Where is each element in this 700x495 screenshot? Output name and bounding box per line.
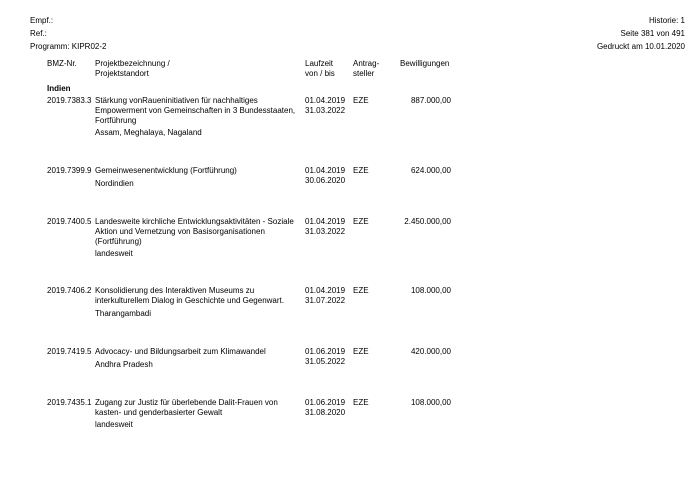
- project-location: Nordindien: [95, 179, 134, 188]
- project-amount: 887.000,00: [410, 96, 451, 105]
- column-header-duration-line2: von / bis: [305, 69, 335, 78]
- country-section-heading: Indien: [47, 84, 71, 93]
- project-applicant: EZE: [353, 96, 369, 105]
- project-amount: 2.450.000,00: [404, 217, 451, 226]
- project-title: Zugang zur Justiz für überlebende Dalit-Frauen von kasten- und genderbasierter Gewalt: [95, 398, 278, 417]
- project-start-date: 01.04.2019: [305, 217, 346, 226]
- reference-label: Ref.:: [30, 29, 47, 38]
- project-applicant: EZE: [353, 347, 369, 356]
- project-end-date: 31.07.2022: [305, 296, 346, 305]
- column-header-duration-line1: Laufzeit: [305, 59, 334, 68]
- column-header-bmz-nr: BMZ-Nr.: [47, 59, 77, 68]
- project-end-date: 31.05.2022: [305, 357, 346, 366]
- project-amount: 108.000,00: [410, 398, 451, 407]
- column-header-applicant-line2: steller: [353, 69, 375, 78]
- project-applicant: EZE: [353, 166, 369, 175]
- project-end-date: 31.03.2022: [305, 227, 346, 236]
- project-number: 2019.7383.3: [47, 96, 92, 105]
- project-title: Stärkung vonRaueninitiativen für nachhaltiges Empowerment von Gemeinschaften in 3 Bundesstaaten, Fortführung: [95, 96, 296, 125]
- page-number: Seite 381 von 491: [620, 29, 685, 38]
- column-header-applicant: [353, 59, 379, 79]
- history-label: Historie: 1: [648, 16, 685, 25]
- project-amount: 420.000,00: [410, 347, 451, 356]
- project-end-date: 31.03.2022: [305, 106, 346, 115]
- column-header-applicant-line1: Antrag-: [353, 59, 380, 68]
- project-number: 2019.7400.5: [47, 217, 92, 226]
- project-amount: 624.000,00: [410, 166, 451, 175]
- project-number: 2019.7406.2: [47, 286, 92, 295]
- column-header-grants: Bewilligungen: [400, 59, 450, 68]
- project-start-date: 01.04.2019: [305, 166, 346, 175]
- project-end-date: 30.06.2020: [305, 176, 346, 185]
- project-title: Gemeinwesenentwicklung (Fortführung): [95, 166, 237, 175]
- project-location: Andhra Pradesh: [95, 360, 153, 369]
- recipient-label: Empf.:: [30, 16, 54, 25]
- project-start-date: 01.06.2019: [305, 398, 346, 407]
- column-header-project-line1: Projektbezeichnung /: [95, 59, 170, 68]
- printed-date: Gedruckt am 10.01.2020: [596, 42, 685, 51]
- project-location: landesweit: [95, 420, 133, 429]
- project-location: Assam, Meghalaya, Nagaland: [95, 128, 202, 137]
- project-amount: 108.000,00: [410, 286, 451, 295]
- project-title: Landesweite kirchliche Entwicklungsaktivitäten - Soziale Aktion und Vernetzung von Basisorganisationen (Fortführung): [95, 217, 294, 246]
- column-header-project-line2: Projektstandort: [95, 69, 149, 78]
- project-location: Tharangambadi: [95, 309, 152, 318]
- project-number: 2019.7399.9: [47, 166, 92, 175]
- column-header-duration: [305, 59, 335, 79]
- project-title: Advocacy- und Bildungsarbeit zum Klimawandel: [95, 347, 266, 356]
- project-title: Konsolidierung des Interaktiven Museums zu interkulturellem Dialog in Geschichte und Gegenwart.: [95, 286, 284, 305]
- program-label: Programm: KIPR02-2: [30, 42, 107, 51]
- project-end-date: 31.08.2020: [305, 408, 346, 417]
- project-applicant: EZE: [353, 398, 369, 407]
- project-location: landesweit: [95, 249, 133, 258]
- project-applicant: EZE: [353, 286, 369, 295]
- column-header-project: [95, 59, 170, 79]
- project-start-date: 01.04.2019: [305, 96, 346, 105]
- project-number: 2019.7435.1: [47, 398, 92, 407]
- project-start-date: 01.04.2019: [305, 286, 346, 295]
- project-number: 2019.7419.5: [47, 347, 92, 356]
- project-start-date: 01.06.2019: [305, 347, 346, 356]
- project-applicant: EZE: [353, 217, 369, 226]
